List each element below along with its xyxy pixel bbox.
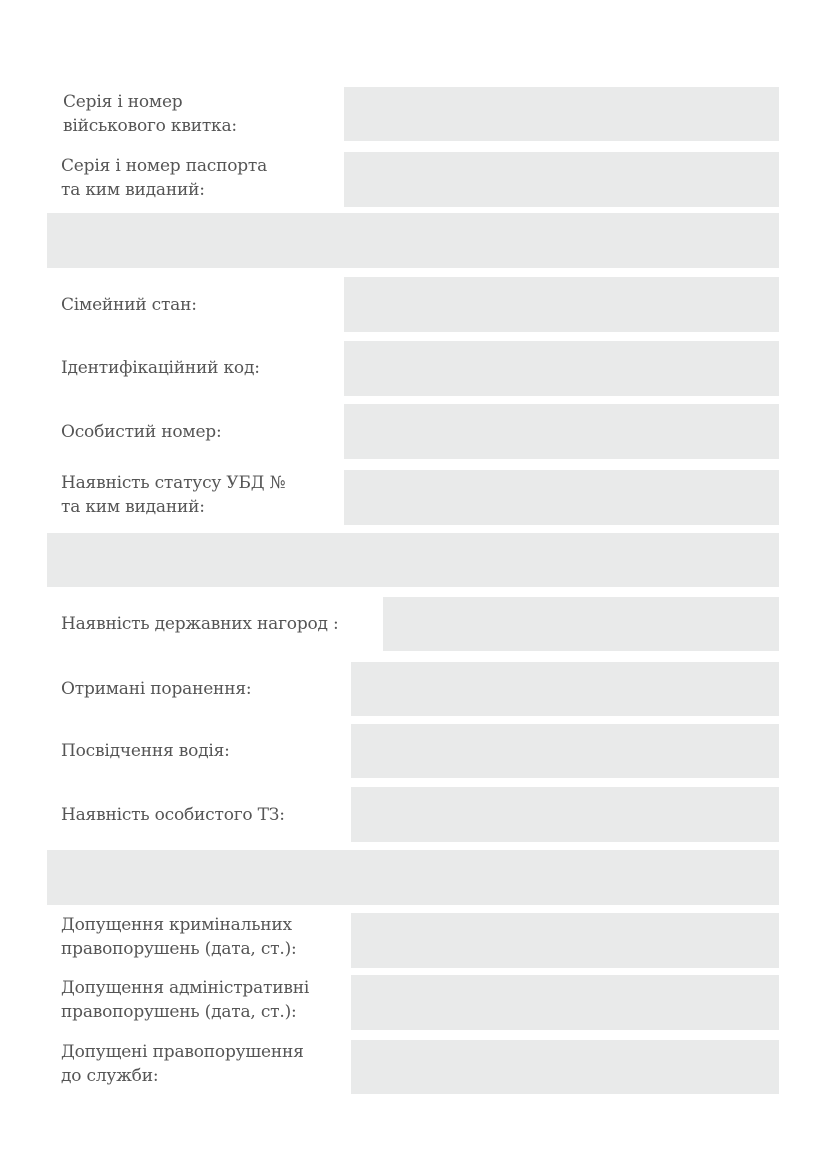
military-id-label	[63, 90, 237, 138]
label-line: правопорушень (дата, ст.):	[61, 1002, 297, 1022]
label-line: Допущені правопорушення	[61, 1042, 304, 1062]
label-line: Допущення адміністративні	[61, 978, 310, 998]
personal-number-field[interactable]	[344, 404, 779, 459]
combatant-status-continuation-field[interactable]	[47, 533, 779, 587]
label-line: та ким виданий:	[61, 497, 205, 517]
passport-continuation-field[interactable]	[47, 213, 779, 268]
label-line: Серія і номер паспорта	[61, 156, 268, 176]
passport-field[interactable]	[344, 152, 779, 207]
military-id-field[interactable]	[344, 87, 779, 141]
tax-id-label: Ідентифікаційний код:	[61, 358, 260, 378]
label-line: Серія і номер	[63, 92, 183, 112]
label-line: військового квитка:	[63, 116, 237, 136]
personal-number-label: Особистий номер:	[61, 422, 222, 442]
vehicle-continuation-field[interactable]	[47, 850, 779, 905]
criminal-offenses-field[interactable]	[351, 913, 779, 968]
pre-service-offenses-field[interactable]	[351, 1040, 779, 1094]
marital-status-label: Сімейний стан:	[61, 295, 197, 315]
label-line: Допущення кримінальних	[61, 915, 292, 935]
label-line: до служби:	[61, 1066, 159, 1086]
label-line: правопорушень (дата, ст.):	[61, 939, 297, 959]
injuries-label: Отримані поранення:	[61, 679, 252, 699]
combatant-status-label	[61, 471, 286, 519]
administrative-offenses-label	[61, 976, 309, 1024]
personal-vehicle-field[interactable]	[351, 787, 779, 842]
marital-status-field[interactable]	[344, 277, 779, 332]
tax-id-field[interactable]	[344, 341, 779, 396]
administrative-offenses-field[interactable]	[351, 975, 779, 1030]
state-awards-field[interactable]	[383, 597, 779, 651]
label-line: та ким виданий:	[61, 180, 205, 200]
injuries-field[interactable]	[351, 662, 779, 716]
label-line: Наявність статусу УБД №	[61, 473, 286, 493]
criminal-offenses-label	[61, 913, 297, 961]
drivers-license-field[interactable]	[351, 724, 779, 778]
combatant-status-field[interactable]	[344, 470, 779, 525]
passport-label	[61, 154, 267, 202]
pre-service-offenses-label	[61, 1040, 304, 1088]
drivers-license-label: Посвідчення водія:	[61, 741, 230, 761]
personal-vehicle-label: Наявність особистого ТЗ:	[61, 805, 285, 825]
state-awards-label: Наявність державних нагород :	[61, 614, 339, 634]
